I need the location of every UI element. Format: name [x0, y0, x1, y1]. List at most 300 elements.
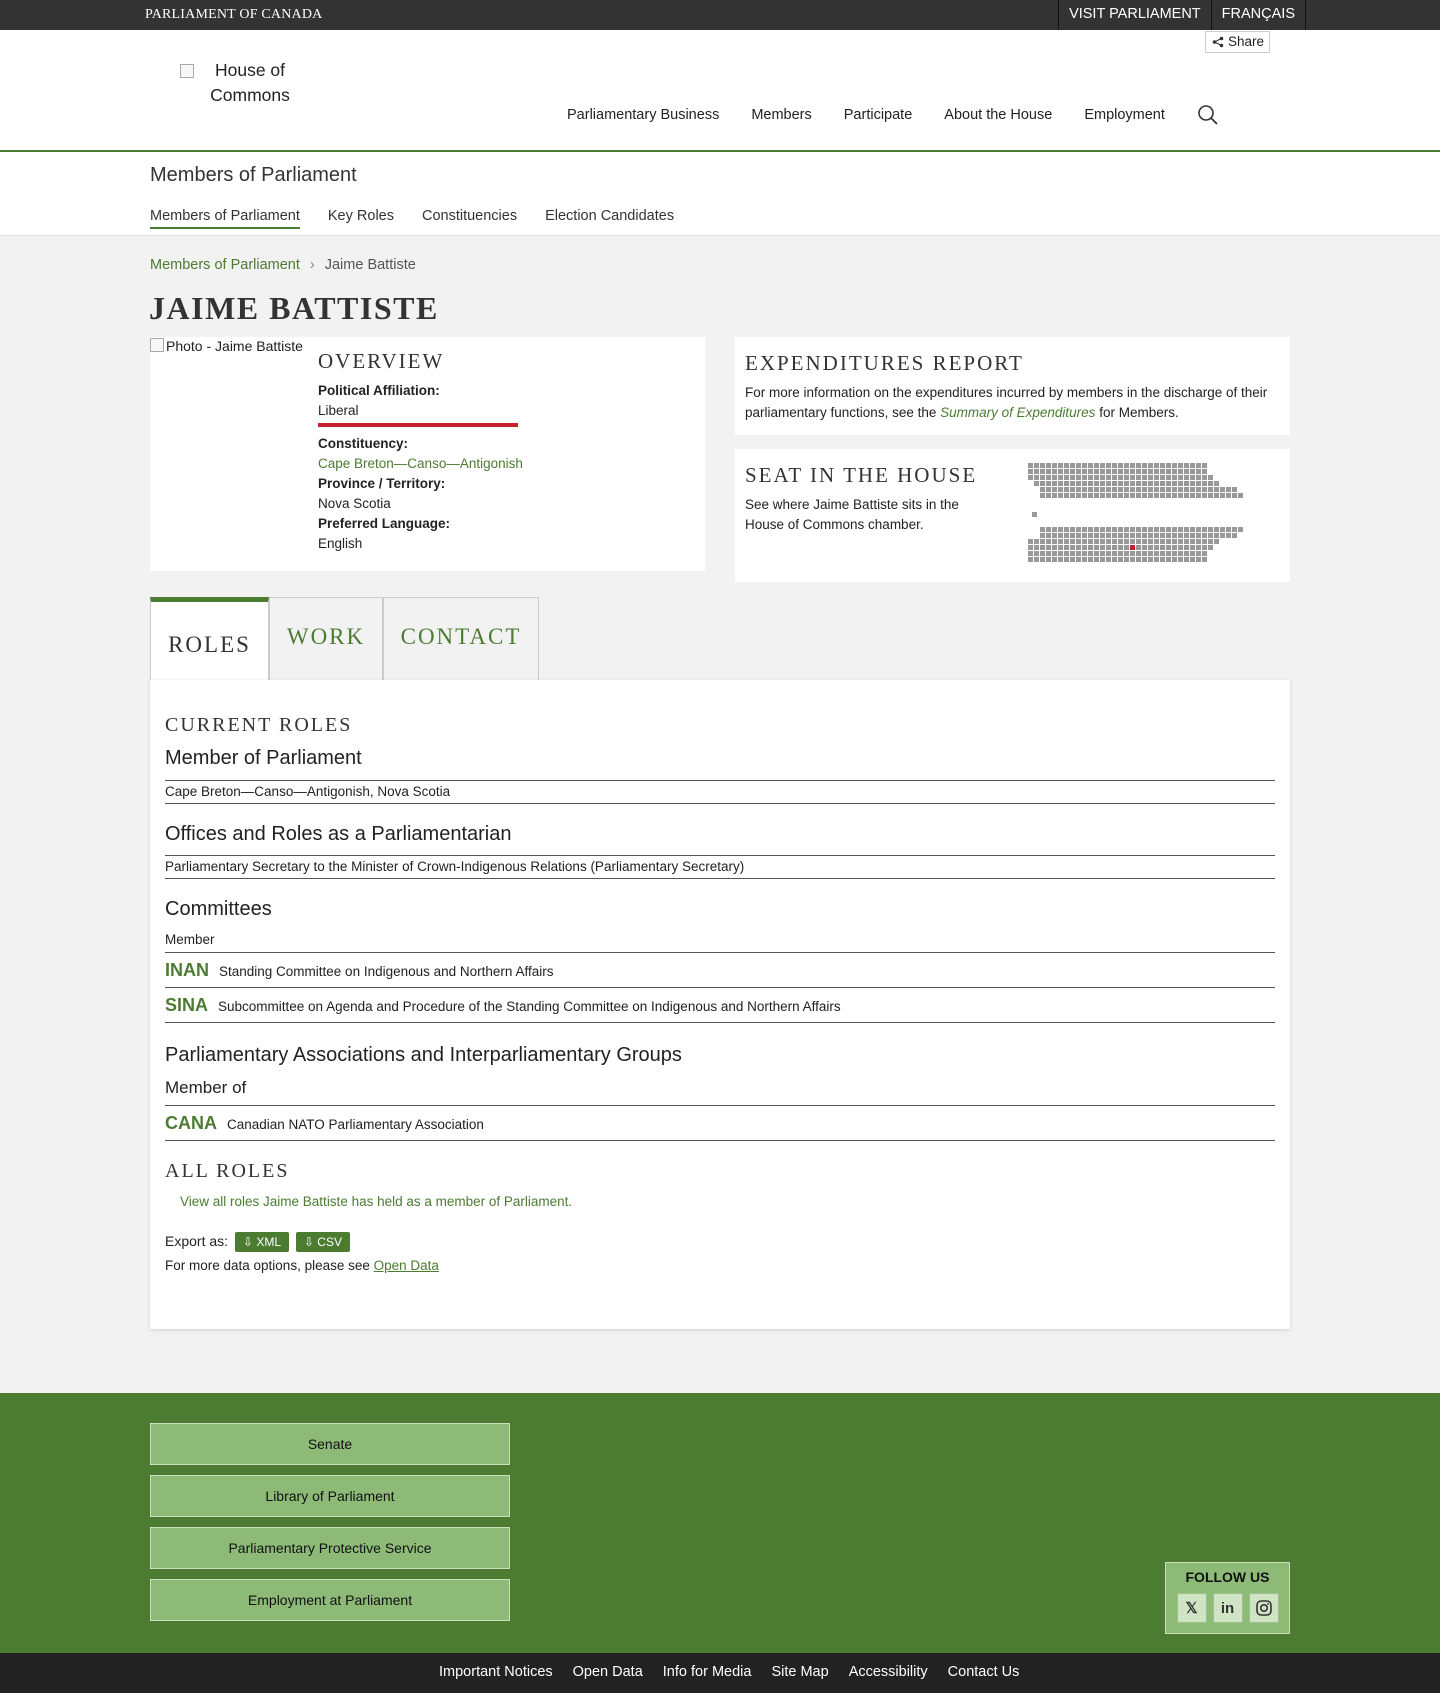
footer-employment-button[interactable]: Employment at Parliament: [150, 1579, 510, 1621]
expenditures-card: [735, 337, 1290, 435]
seat: [1124, 487, 1129, 492]
main-navigation: [567, 104, 1219, 126]
seat: [1034, 463, 1039, 468]
export-label: Export as:: [165, 1233, 229, 1249]
seat: [1214, 487, 1219, 492]
seat: [1070, 539, 1075, 544]
seat: [1148, 481, 1153, 486]
seat: [1172, 493, 1177, 498]
committees-heading: Committees: [165, 898, 272, 920]
seat: [1124, 493, 1129, 498]
seat: [1052, 545, 1057, 550]
footer-senate-button[interactable]: Senate: [150, 1423, 510, 1465]
seat: [1154, 545, 1159, 550]
language-toggle-link[interactable]: FRANÇAIS: [1212, 0, 1306, 30]
seat: [1112, 545, 1117, 550]
seat: [1166, 527, 1171, 532]
seat: [1130, 493, 1135, 498]
seat: [1070, 533, 1075, 538]
footer-protective-service-button[interactable]: Parliamentary Protective Service: [150, 1527, 510, 1569]
seat: [1166, 481, 1171, 486]
seat: [1040, 539, 1045, 544]
chevron-right-icon: ›: [309, 257, 315, 273]
export-xml-button[interactable]: ⇩ XML: [235, 1232, 289, 1252]
seat: [1088, 533, 1093, 538]
seat: [1226, 487, 1231, 492]
seat: [1088, 527, 1093, 532]
seat: [1088, 487, 1093, 492]
seat: [1172, 469, 1177, 474]
expenditures-title: EXPENDITURES REPORT: [745, 351, 1024, 375]
seat: [1220, 533, 1225, 538]
language-value: English: [318, 536, 363, 551]
seat: [1082, 475, 1087, 480]
important-notices-link[interactable]: Important Notices: [439, 1664, 553, 1680]
seat: [1142, 557, 1147, 562]
seat: [1154, 487, 1159, 492]
seat: [1160, 487, 1165, 492]
subnav-election-candidates[interactable]: Election Candidates: [545, 208, 675, 224]
seat: [1112, 527, 1117, 532]
seat: [1142, 545, 1147, 550]
share-button[interactable]: [1205, 31, 1270, 53]
seat: [1100, 463, 1105, 468]
seat: [1076, 487, 1081, 492]
seat: [1118, 469, 1123, 474]
seat: [1082, 533, 1087, 538]
seat: [1052, 539, 1057, 544]
seat: [1196, 493, 1201, 498]
seat: [1226, 527, 1231, 532]
seat: [1106, 551, 1111, 556]
seat: [1172, 481, 1177, 486]
seat: [1148, 557, 1153, 562]
seat: [1196, 533, 1201, 538]
seat: [1106, 545, 1111, 550]
seat: [1226, 533, 1231, 538]
site-map-link[interactable]: Site Map: [771, 1664, 829, 1680]
seat: [1136, 557, 1141, 562]
committee-item[interactable]: [165, 960, 1275, 981]
constituency-label: Constituency:: [318, 436, 409, 451]
divider: [165, 1105, 1275, 1106]
more-data-row: [165, 1258, 1275, 1273]
seat: [1196, 527, 1201, 532]
top-bar: [0, 0, 1440, 30]
seat: [1106, 527, 1111, 532]
seat: [1160, 527, 1165, 532]
export-row: [165, 1232, 1275, 1252]
seat: [1112, 539, 1117, 544]
seat: [1082, 545, 1087, 550]
seat: [1112, 463, 1117, 468]
seat: [1142, 533, 1147, 538]
seat: [1154, 463, 1159, 468]
seat: [1070, 463, 1075, 468]
seat: [1220, 527, 1225, 532]
section-header: [0, 152, 1440, 236]
mp-riding: Cape Breton—Canso—Antigonish, Nova Scotia: [165, 784, 451, 799]
seat: [1034, 475, 1039, 480]
seat: [1148, 463, 1153, 468]
seat: [1178, 557, 1183, 562]
seat: [1208, 539, 1213, 544]
affiliation-value: Liberal: [318, 403, 359, 418]
bottom-bar: [0, 1653, 1440, 1693]
seat: [1112, 557, 1117, 562]
seat: [1238, 527, 1243, 532]
seat: [1058, 469, 1063, 474]
seat: [1070, 527, 1075, 532]
seat-card: [735, 449, 1290, 582]
seat: [1178, 533, 1183, 538]
seat: [1214, 533, 1219, 538]
seat: [1082, 539, 1087, 544]
seat: [1160, 539, 1165, 544]
seat: [1214, 493, 1219, 498]
breadcrumb-current: Jaime Battiste: [324, 257, 416, 273]
seat: [1082, 493, 1087, 498]
subnav-key-roles[interactable]: Key Roles: [327, 208, 394, 224]
seat: [1028, 545, 1033, 550]
more-data-text: For more data options, please see: [165, 1258, 374, 1273]
seat: [1124, 533, 1129, 538]
seating-chart[interactable]: [1028, 463, 1258, 568]
seat: [1100, 469, 1105, 474]
seat: [1094, 469, 1099, 474]
seat: [1094, 527, 1099, 532]
seat: [1076, 551, 1081, 556]
seat: [1196, 557, 1201, 562]
nav-participate[interactable]: Participate: [843, 107, 913, 123]
seat: [1160, 551, 1165, 556]
seat: [1172, 527, 1177, 532]
seat: [1088, 557, 1093, 562]
seat: [1142, 493, 1147, 498]
seat: [1094, 539, 1099, 544]
seat: [1220, 493, 1225, 498]
constituency-link[interactable]: Cape Breton—Canso—Antigonish: [318, 456, 523, 471]
info-for-media-link[interactable]: Info for Media: [662, 1664, 752, 1680]
association-code[interactable]: CANA: [165, 1113, 217, 1133]
seat: [1202, 527, 1207, 532]
seat: [1184, 481, 1189, 486]
seat: [1190, 493, 1195, 498]
committee-code[interactable]: INAN: [165, 960, 209, 980]
province-label: Province / Territory:: [318, 476, 446, 491]
seat: [1196, 487, 1201, 492]
seat: [1118, 493, 1123, 498]
seat: [1172, 551, 1177, 556]
seat: [1070, 475, 1075, 480]
house-of-commons-logo[interactable]: [180, 58, 320, 108]
seat: [1178, 487, 1183, 492]
accessibility-link[interactable]: Accessibility: [848, 1664, 928, 1680]
seat: [1034, 545, 1039, 550]
seat: [1046, 539, 1051, 544]
roles-panel: [150, 680, 1290, 1329]
seat: [1088, 539, 1093, 544]
seat: [1064, 539, 1069, 544]
seat: [1112, 481, 1117, 486]
seat: [1196, 481, 1201, 486]
x-icon[interactable]: 𝕏: [1177, 1593, 1207, 1623]
seat: [1046, 463, 1051, 468]
seat: [1190, 527, 1195, 532]
seat: [1046, 533, 1051, 538]
seat: [1106, 533, 1111, 538]
association-item[interactable]: [165, 1113, 1275, 1134]
seat: [1064, 545, 1069, 550]
seat: [1178, 545, 1183, 550]
nav-parliamentary-business[interactable]: Parliamentary Business: [567, 107, 720, 123]
open-data-footer-link[interactable]: Open Data: [572, 1664, 643, 1680]
seat: [1148, 469, 1153, 474]
footer-library-button[interactable]: Library of Parliament: [150, 1475, 510, 1517]
search-icon[interactable]: [1197, 104, 1219, 126]
party-color-bar: [318, 423, 518, 427]
seat: [1142, 475, 1147, 480]
seat: [1202, 463, 1207, 468]
seat: [1208, 487, 1213, 492]
divider: [165, 780, 1275, 781]
committee-item[interactable]: [165, 995, 1275, 1016]
seat: [1046, 551, 1051, 556]
seat: [1028, 539, 1033, 544]
seat: [1202, 551, 1207, 556]
seat: [1208, 545, 1213, 550]
seat: [1190, 469, 1195, 474]
seat: [1202, 557, 1207, 562]
seat: [1196, 475, 1201, 480]
seat: [1088, 493, 1093, 498]
seat: [1136, 493, 1141, 498]
seat: [1094, 551, 1099, 556]
seat: [1088, 481, 1093, 486]
offices-heading: Offices and Roles as a Parliamentarian: [165, 823, 512, 845]
nav-members[interactable]: Members: [751, 107, 812, 123]
seat: [1148, 551, 1153, 556]
seat: [1238, 493, 1243, 498]
seat: [1148, 493, 1153, 498]
seat: [1118, 557, 1123, 562]
seat: [1106, 481, 1111, 486]
seat: [1058, 539, 1063, 544]
seat: [1142, 527, 1147, 532]
seat: [1184, 545, 1189, 550]
seat: [1052, 557, 1057, 562]
seat: [1100, 551, 1105, 556]
seat: [1178, 469, 1183, 474]
seat: [1130, 557, 1135, 562]
share-icon: [1212, 36, 1224, 48]
seat: [1118, 533, 1123, 538]
member-photo-alt: Photo - Jaime Battiste: [166, 338, 303, 354]
seat: [1142, 551, 1147, 556]
seat: [1094, 493, 1099, 498]
seat: [1166, 551, 1171, 556]
seat: [1196, 545, 1201, 550]
seat: [1100, 557, 1105, 562]
seat: [1130, 533, 1135, 538]
seat: [1196, 463, 1201, 468]
seat: [1190, 551, 1195, 556]
seat: [1124, 469, 1129, 474]
seat: [1088, 475, 1093, 480]
seat: [1094, 463, 1099, 468]
seat: [1166, 493, 1171, 498]
seat: [1076, 533, 1081, 538]
summary-of-expenditures-link[interactable]: Summary of Expenditures: [940, 405, 1096, 420]
expenditures-text-before: For more information on the expenditures incurred by members in the discharge of their parliamentary functions, see the: [745, 385, 1268, 420]
seat: [1166, 545, 1171, 550]
logo-alt-text: House of Commons: [210, 60, 290, 105]
seat: [1184, 551, 1189, 556]
linkedin-icon[interactable]: in: [1213, 1593, 1243, 1623]
seat: [1112, 469, 1117, 474]
parliament-brand[interactable]: PARLIAMENT OF CANADA: [145, 7, 323, 22]
seat: [1130, 551, 1135, 556]
overview-title: OVERVIEW: [318, 349, 445, 373]
seat: [1208, 533, 1213, 538]
seat: [1166, 539, 1171, 544]
all-roles-link[interactable]: View all roles Jaime Battiste has held as a member of Parliament.: [180, 1194, 573, 1209]
seat: [1220, 487, 1225, 492]
seat: [1136, 527, 1141, 532]
instagram-icon[interactable]: [1249, 1593, 1279, 1623]
subnav-constituencies[interactable]: Constituencies: [421, 208, 518, 224]
seat: [1124, 527, 1129, 532]
seat: [1178, 493, 1183, 498]
mp-role-heading: Member of Parliament: [165, 747, 362, 769]
seat: [1232, 487, 1237, 492]
seat: [1124, 557, 1129, 562]
seat: [1142, 539, 1147, 544]
visit-parliament-link[interactable]: VISIT PARLIAMENT: [1058, 0, 1212, 30]
export-csv-button[interactable]: ⇩ CSV: [296, 1232, 350, 1252]
overview-card: [150, 337, 705, 571]
seat: [1202, 487, 1207, 492]
expenditures-text: [745, 383, 1280, 423]
seat: [1100, 487, 1105, 492]
share-label: Share: [1228, 34, 1265, 49]
export-xml-label: XML: [256, 1235, 281, 1249]
seat: [1094, 533, 1099, 538]
open-data-link[interactable]: Open Data: [373, 1258, 439, 1273]
seat: [1118, 481, 1123, 486]
seat: [1070, 545, 1075, 550]
seat: [1040, 557, 1045, 562]
seat: [1190, 539, 1195, 544]
tab-roles[interactable]: [150, 597, 269, 681]
seat: [1184, 533, 1189, 538]
seat: [1076, 493, 1081, 498]
breadcrumb-parent[interactable]: Members of Parliament: [150, 257, 300, 273]
seat: [1118, 551, 1123, 556]
tab-work[interactable]: [269, 597, 383, 681]
seat: [1076, 481, 1081, 486]
seat: [1118, 545, 1123, 550]
seat: [1070, 557, 1075, 562]
seat: [1100, 475, 1105, 480]
seat: [1190, 487, 1195, 492]
seat: [1118, 527, 1123, 532]
divider: [165, 952, 1275, 953]
seat: [1136, 545, 1141, 550]
seat: [1154, 533, 1159, 538]
seat: [1148, 487, 1153, 492]
seat: [1058, 527, 1063, 532]
seat: [1064, 475, 1069, 480]
seat: [1040, 487, 1045, 492]
tab-contact[interactable]: [383, 597, 539, 681]
seat: [1124, 475, 1129, 480]
seat: [1154, 557, 1159, 562]
contact-us-link[interactable]: Contact Us: [947, 1664, 1020, 1680]
associations-heading: Parliamentary Associations and Interparliamentary Groups: [165, 1044, 682, 1066]
seat: [1196, 539, 1201, 544]
seat: [1232, 493, 1237, 498]
seat: [1112, 475, 1117, 480]
seat: [1208, 481, 1213, 486]
province-value: Nova Scotia: [318, 496, 391, 511]
seat: [1100, 527, 1105, 532]
seat: [1202, 475, 1207, 480]
seat: [1184, 475, 1189, 480]
seat: [1052, 475, 1057, 480]
seat: [1112, 487, 1117, 492]
seat: [1130, 469, 1135, 474]
nav-about-the-house[interactable]: About the House: [944, 107, 1053, 123]
seat: [1070, 469, 1075, 474]
seat: [1052, 487, 1057, 492]
seat: [1232, 527, 1237, 532]
seat: [1058, 481, 1063, 486]
subnav-members-of-parliament[interactable]: Members of Parliament: [150, 208, 300, 229]
committee-code[interactable]: SINA: [165, 995, 209, 1015]
seat: [1142, 469, 1147, 474]
seat: [1070, 551, 1075, 556]
seat: [1052, 481, 1057, 486]
seat: [1124, 545, 1129, 550]
seat: [1208, 493, 1213, 498]
seat: [1100, 481, 1105, 486]
breadcrumb: [150, 257, 416, 273]
seat: [1082, 487, 1087, 492]
seat: [1190, 545, 1195, 550]
export-csv-label: CSV: [317, 1235, 342, 1249]
language-label: Preferred Language:: [318, 516, 451, 531]
site-footer: [0, 1393, 1440, 1653]
seat: [1136, 463, 1141, 468]
seat: [1214, 539, 1219, 544]
committee-name: Subcommittee on Agenda and Procedure of the Standing Committee on Indigenous and Northern Affairs: [218, 999, 841, 1014]
seat: [1190, 463, 1195, 468]
nav-employment[interactable]: Employment: [1084, 107, 1165, 123]
seat: [1190, 481, 1195, 486]
seat: [1202, 481, 1207, 486]
seat: [1100, 539, 1105, 544]
seat: [1166, 487, 1171, 492]
seat: [1118, 475, 1123, 480]
seat: [1154, 493, 1159, 498]
seat: [1076, 557, 1081, 562]
seat: [1076, 545, 1081, 550]
site-header: [0, 30, 1440, 152]
seat: [1178, 539, 1183, 544]
seat: [1094, 475, 1099, 480]
seat: [1136, 551, 1141, 556]
